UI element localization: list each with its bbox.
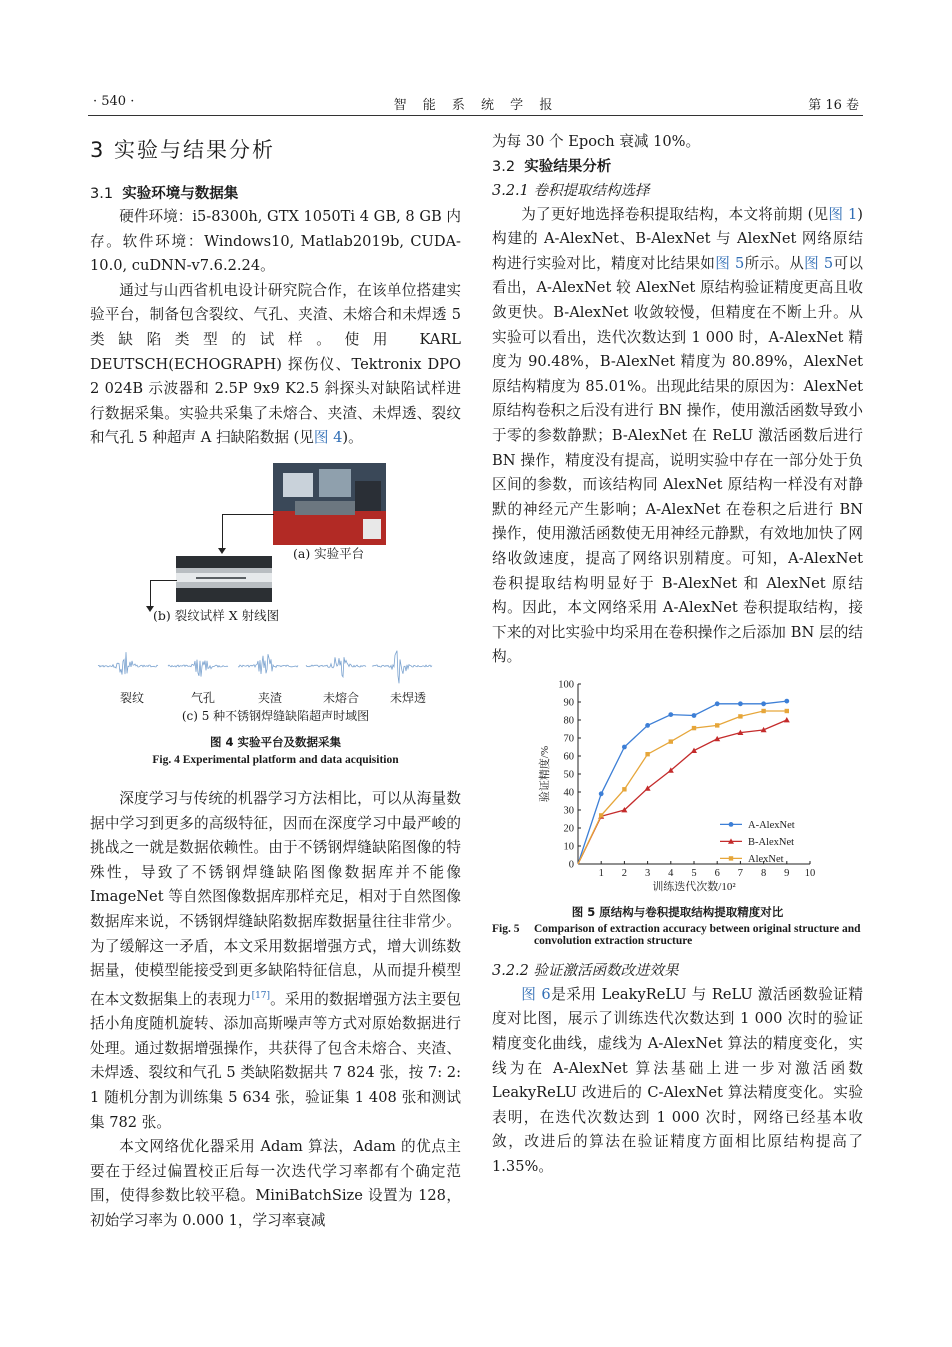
figure-ref-link[interactable]: 图 4 (313, 429, 343, 447)
data-point (785, 709, 789, 713)
subsection-heading-3-2 (492, 155, 863, 179)
data-point (738, 714, 742, 718)
xray-image (176, 556, 272, 602)
data-point (622, 787, 626, 791)
data-point (599, 813, 603, 817)
data-point (692, 726, 696, 730)
y-tick-label: 0 (568, 859, 574, 871)
figure-5-caption-en (492, 923, 863, 947)
connector-b (150, 580, 151, 608)
x-tick-label: 7 (737, 867, 744, 879)
figure-ref-link[interactable]: 图 1 (828, 205, 858, 223)
data-point (729, 822, 734, 827)
figure-5-caption-cn: 图 5 原结构与卷积提取结构提取精度对比 (571, 904, 784, 919)
y-tick-label: 10 (563, 841, 574, 853)
figure-4-caption-en: Fig. 4 Experimental platform and data acquisition (152, 753, 399, 766)
signal-label: 裂纹 (120, 690, 145, 705)
subsection-heading-3-1 (90, 182, 461, 203)
caption-label: Fig. 5 (492, 922, 520, 935)
text: 所示。从 (744, 254, 805, 272)
x-tick-label: 6 (714, 867, 720, 879)
y-tick-label: 30 (563, 805, 574, 817)
signal-label: 未焊透 (390, 690, 427, 705)
signal-label: 夹渣 (258, 690, 283, 705)
citation-link[interactable]: [17] (251, 990, 271, 1001)
data-point (784, 699, 789, 704)
figure-4 (90, 463, 461, 783)
data-point (645, 752, 649, 756)
arrow-head (218, 548, 226, 554)
connector-a (222, 514, 274, 515)
signal-waveform (98, 652, 158, 675)
signal-labels (90, 689, 461, 705)
text: 为了更好地选择卷积提取结构，本文将前期 (见 (521, 205, 829, 223)
data-point (715, 701, 720, 706)
paragraph-optimizer: 本文网络优化器采用 Adam 算法，Adam 的优点主要在于经过偏置校正后每一次迭代学习率都有个确定范围，使得参数比较平稳。MiniBatchSize 设置为 128，初始学习率为 0.000 1，学习率衰减 (90, 1138, 461, 1229)
platform-photo (273, 463, 386, 545)
paragraph-data-augmentation (90, 787, 461, 1135)
signal-waveform (238, 654, 298, 674)
data-point (715, 723, 719, 727)
y-tick-label: 40 (563, 787, 574, 799)
subsubsection-heading-3-2-2: 3.2.2 验证激活函数改进效果 (492, 962, 679, 979)
y-tick-label: 20 (563, 823, 574, 835)
paragraph-activation (492, 983, 863, 1180)
signal-waveform (168, 660, 228, 677)
data-point (692, 713, 697, 718)
signal-label: 气孔 (191, 690, 216, 705)
text: )。 (342, 429, 363, 447)
data-point (761, 701, 766, 706)
accuracy-chart (492, 676, 863, 898)
text: 通过与山西省机电设计研究院合作，在该单位搭建实验平台，制备包含裂纹、气孔、夹渣、未熔合和未焊透 5 类缺陷类型的试样。使用 KARL DEUTSCH(ECHOGRAPH) 探伤仪、Tektronix DPO 2 024B 示波器和 2.5P 9x9 K2.5 斜探头对缺陷试样进行数据采集。实验共采集了未熔合、夹渣、未焊透、裂纹和气孔 5 种超声 A 扫缺陷数据 (见 (90, 281, 461, 447)
text: 。采用的数据增强方法主要包括小角度随机旋转、添加高斯噪声等方式对原始数据进行处理。通过数据增强操作，共获得了包含未熔合、夹渣、未焊透、裂纹和气孔 5 类缺陷数据共 7 824 张，按 7: 2: 1 随机分割为训练集 5 634 张，验证集 1 408 张和测试集 782 张。 (90, 990, 461, 1131)
data-point (761, 709, 765, 713)
subsection-title: 实验环境与数据集 (122, 186, 239, 202)
right-column (492, 130, 863, 1180)
x-tick-label: 2 (621, 867, 628, 879)
x-axis-label: 训练迭代次数/10² (652, 880, 736, 893)
paragraph-data-collection (90, 279, 461, 451)
data-point (669, 739, 673, 743)
legend-label: A-AlexNet (748, 819, 795, 831)
subsection-number: 3.1 (90, 186, 114, 202)
data-point (668, 712, 673, 717)
header-rule (88, 115, 863, 116)
paragraph-continued: 为每 30 个 Epoch 衰减 10%。 (492, 133, 701, 150)
data-point (784, 717, 790, 722)
left-column (90, 128, 461, 1233)
legend-label: B-AlexNet (748, 836, 795, 848)
page-number: · 540 · (93, 94, 135, 109)
ultrasonic-signals (90, 643, 461, 689)
text: 深度学习与传统的机器学习方法相比，可以从海量数据中学习到更多的高级特征，因而在深度学习中最严峻的挑战之一就是数据依赖性。由于不锈钢焊缝缺陷图像的特殊性，导致了不锈钢焊缝缺陷图像数据库并不能像 ImageNet 等自然图像数据库那样充足，相对于自然图像数据库来说，不锈钢焊缝缺陷数据库数据量往往非常少。为了缓解这一矛盾，本文采用数据增强方式，增大训练数据量，使模型能接受到更多缺陷特征信息，从而提升模型在本文数据集上的表现力 (90, 789, 461, 1008)
data-point (691, 747, 697, 752)
y-axis-label: 验证精度/% (539, 745, 551, 802)
label-c: (c) 5 种不锈钢焊缝缺陷超声时域图 (181, 708, 370, 723)
subsubsection-heading-3-2-1: 3.2.1 卷积提取结构选择 (492, 182, 650, 199)
section-title: 3 实验与结果分析 (90, 138, 276, 162)
data-point (738, 701, 743, 706)
y-tick-label: 80 (563, 715, 574, 727)
y-tick-label: 60 (563, 751, 574, 763)
x-tick-label: 3 (644, 867, 651, 879)
figure-ref-link[interactable]: 图 5 (804, 254, 834, 272)
x-tick-label: 10 (804, 867, 816, 879)
subsection-title: 实验结果分析 (524, 158, 612, 175)
volume-label: 第 16 卷 (808, 98, 859, 113)
caption-text: Comparison of extraction accuracy between original structure and convolution extraction structure (534, 922, 861, 947)
paragraph-structure-comparison (492, 203, 863, 670)
text: 是采用 LeakyReLU 与 ReLU 激活函数验证精度对比图，展示了训练迭代次数达到 1 000 次时的验证精度变化曲线，虚线为 A-AlexNet 算法的精度变化，实线为在 A-AlexNet 算法基础上进一步对激活函数 LeakyReLU 改进后的 C-AlexNet 算法精度变化。实验表明，在迭代次数达到 1 000 次时，网络已经基本收敛，改进后的算法在验证精度方面相比原结构提高了 1.35%。 (492, 985, 863, 1176)
signal-waveform (306, 657, 366, 677)
subsection-number: 3.2 (492, 158, 516, 175)
connector-b (150, 580, 177, 581)
data-point (622, 744, 627, 749)
figure-ref-link[interactable]: 图 6 (521, 985, 551, 1003)
label-b: (b) 裂纹试样 X 射线图 (153, 607, 280, 623)
signal-waveform (372, 651, 432, 684)
x-tick-label: 9 (784, 867, 790, 879)
paragraph-hardware: 硬件环境：i5-8300h, GTX 1050Ti 4 GB, 8 GB 内存。软件环境：Windows10, Matlab2019b, CUDA-10.0, cuDNN-v7.6.2.24。 (90, 208, 461, 275)
figure-4-caption-cn: 图 4 实验平台及数据采集 (209, 734, 341, 749)
legend-label: AlexNet (748, 853, 784, 865)
y-tick-label: 100 (558, 679, 574, 691)
journal-name: 智 能 系 统 学 报 (393, 98, 559, 113)
figure-ref-link[interactable]: 图 5 (715, 254, 745, 272)
label-a: (a) 实验平台 (293, 545, 365, 561)
text: ) 构建的 A-AlexNet、B-AlexNet 与 AlexNet 网络原结构进行实验对比，精度对比结果如 (492, 205, 863, 272)
connector-a (222, 514, 223, 550)
y-tick-label: 50 (563, 769, 574, 781)
data-point (645, 723, 650, 728)
x-tick-label: 4 (668, 867, 674, 879)
text: 可以看出，A-AlexNet 较 AlexNet 原结构验证精度更高且收敛更快。B-AlexNet 收敛较慢，但精度在不断上升。从实验可以看出，迭代次数达到 1 000 时，A-AlexNet 精度为 90.48%，B-AlexNet 精度为 80.89%，AlexNet 原结构精度为 85.01%。出现此结果的原因为：AlexNet 原结构卷积之后没有进行 BN 操作，使用激活函数导致小于零的参数静默；B-AlexNet 在 ReLU 激活函数后进行 BN 操作，精度没有提高，说明实验中存在一部分处于负区间的参数，而该结构同 AlexNet 原结构一样没有对静默的神经元产生影响；A-AlexNet 在卷积之后进行 BN 操作，使用激活函数使无用神经元静默，有效地加快了网络收敛速度，提高了网络识别精度。可知，A-AlexNet 卷积提取结构明显好于 B-AlexNet 和 AlexNet 原结构。因此，本文网络采用 A-AlexNet 卷积提取结构，接下来的对比实验中均采用在卷积操作之后添加 BN 层的结构。 (492, 254, 863, 666)
y-tick-label: 90 (563, 697, 574, 709)
signal-label: 未熔合 (323, 690, 360, 705)
x-tick-label: 5 (691, 867, 697, 879)
y-tick-label: 70 (563, 733, 574, 745)
data-point (729, 856, 733, 860)
x-tick-label: 8 (760, 867, 767, 879)
x-tick-label: 1 (598, 867, 604, 879)
data-point (599, 791, 604, 796)
